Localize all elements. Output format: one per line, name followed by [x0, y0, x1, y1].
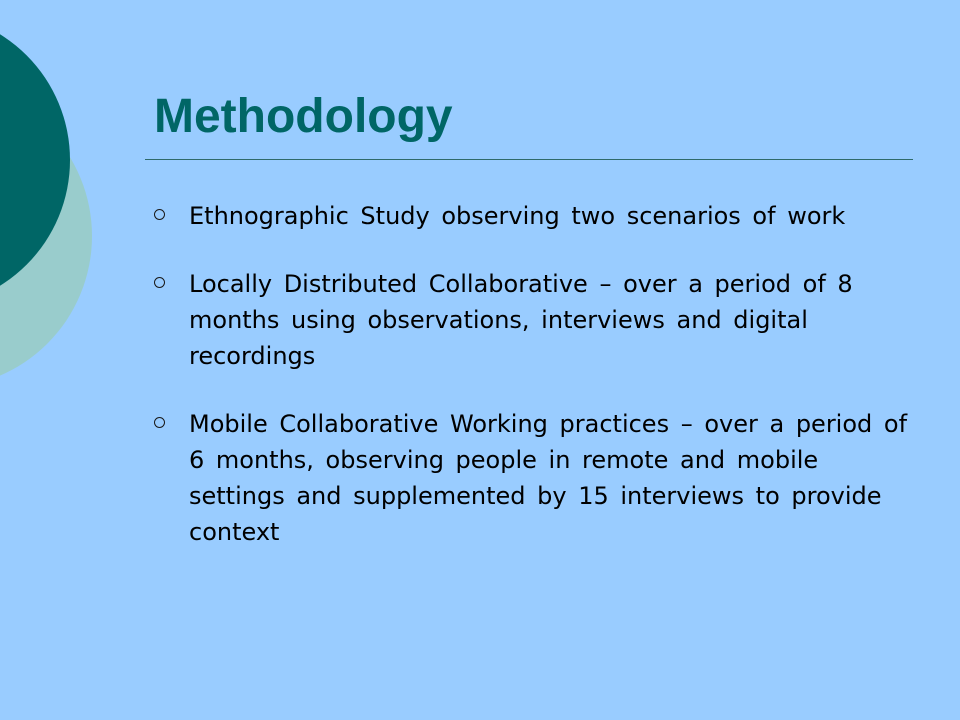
bullet-list — [154, 198, 914, 582]
bullet-item — [154, 266, 914, 374]
title-divider — [145, 159, 913, 160]
slide-title: Methodology — [154, 90, 453, 143]
hollow-circle-icon — [154, 417, 165, 428]
bullet-text: Ethnographic Study observing two scenarios of work — [189, 202, 846, 230]
hollow-circle-icon — [154, 277, 165, 288]
hollow-circle-icon — [154, 209, 165, 220]
bullet-text: Mobile Collaborative Working practices – over a period of 6 months, observing people in remote and mobile settings and supplemented by 15 interviews to provide context — [189, 410, 908, 546]
bullet-item — [154, 406, 914, 550]
bullet-text: Locally Distributed Collaborative – over a period of 8 months using observations, interviews and digital recordings — [189, 270, 853, 370]
bullet-item — [154, 198, 914, 234]
